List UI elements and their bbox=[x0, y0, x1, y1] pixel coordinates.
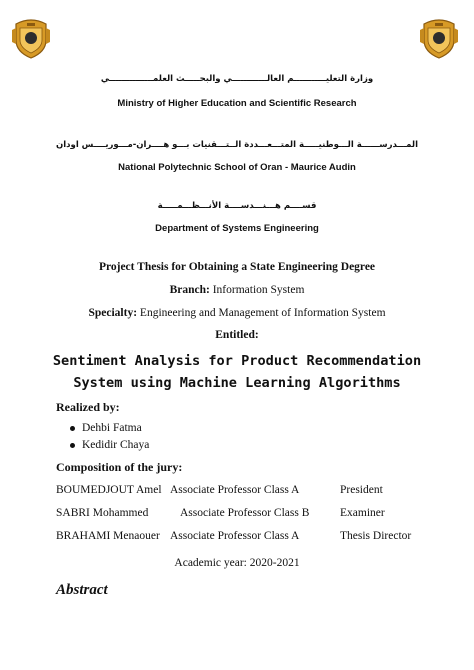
jury-member-rank: Associate Professor Class B bbox=[180, 507, 310, 519]
ministry-arabic: وزارة التعليـــــــــــم العالــــــــــــي والبحـــــث العلمـــــــــــــــي bbox=[100, 74, 374, 84]
author-item bbox=[70, 439, 149, 451]
author-name: Dehbi Fatma bbox=[82, 422, 142, 434]
abstract-heading: Abstract bbox=[56, 582, 108, 598]
bullet-icon bbox=[70, 443, 75, 448]
jury-member-role: Thesis Director bbox=[340, 530, 412, 542]
jury-member-name: SABRI Mohammed bbox=[56, 507, 149, 519]
bullet-icon bbox=[70, 426, 75, 431]
school-crest-icon bbox=[8, 14, 54, 60]
specialty-label: Specialty: bbox=[88, 307, 138, 319]
jury-member-role: President bbox=[340, 484, 383, 496]
jury-member-rank: Associate Professor Class A bbox=[170, 530, 300, 542]
branch-value: Information System bbox=[209, 284, 305, 296]
realized-heading: Realized by: bbox=[56, 400, 120, 414]
branch-line bbox=[0, 284, 474, 296]
thesis-title-line2: System using Machine Learning Algorithms bbox=[73, 375, 401, 391]
author-item bbox=[70, 422, 142, 434]
school-english: National Polytechnic School of Oran - Maurice Audin bbox=[118, 162, 356, 173]
thesis-title-line1: Sentiment Analysis for Product Recommendation bbox=[52, 353, 422, 369]
jury-member-name: BRAHAMI Menaouer bbox=[56, 530, 160, 542]
specialty-value: Engineering and Management of Information System bbox=[137, 307, 386, 319]
specialty-line bbox=[0, 307, 474, 319]
jury-member-rank: Associate Professor Class A bbox=[170, 484, 300, 496]
jury-heading: Composition of the jury: bbox=[56, 460, 183, 474]
thesis-type: Project Thesis for Obtaining a State Engineering Degree bbox=[98, 261, 376, 273]
department-english: Department of Systems Engineering bbox=[155, 223, 319, 234]
author-name: Kedidir Chaya bbox=[82, 439, 150, 451]
academic-year: Academic year: 2020-2021 bbox=[174, 557, 300, 569]
school-arabic: المـــدرســــــة الـــوطنيـــــة المتـــعـــددة الــتـــقنيات بـــو هــــران-مـــوريــــس اودان bbox=[56, 140, 418, 150]
school-crest-icon bbox=[416, 14, 462, 60]
branch-label: Branch: bbox=[169, 284, 210, 296]
department-arabic: قســــم هـــنـــدســــة الأنـــظـــمـــــة bbox=[157, 201, 317, 211]
ministry-english: Ministry of Higher Education and Scientific Research bbox=[117, 98, 357, 109]
jury-member-name: BOUMEDJOUT Amel bbox=[56, 484, 162, 496]
entitled-label: Entitled: bbox=[215, 329, 259, 341]
jury-member-role: Examiner bbox=[340, 507, 385, 519]
